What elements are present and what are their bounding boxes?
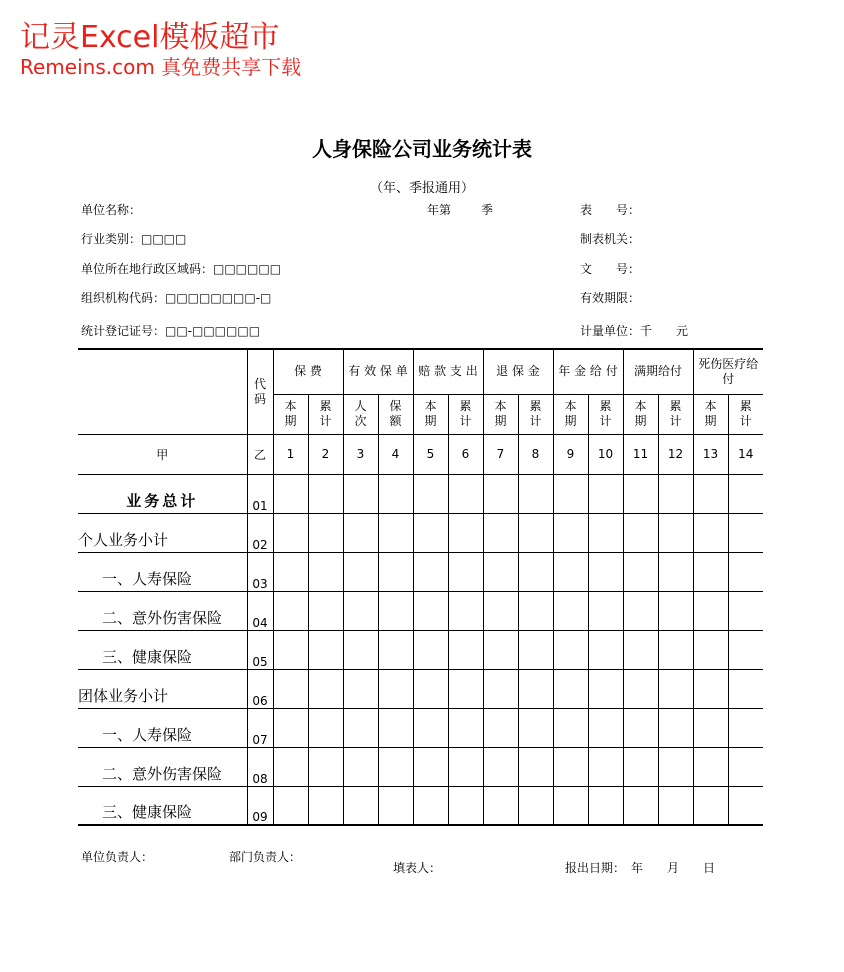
row-code: 07 <box>247 708 273 747</box>
data-cell[interactable] <box>588 708 623 747</box>
row-name: 一、人寿保险 <box>78 552 247 591</box>
data-cell[interactable] <box>413 708 448 747</box>
data-cell[interactable] <box>483 552 518 591</box>
data-cell[interactable] <box>448 591 483 630</box>
data-cell[interactable] <box>553 513 588 552</box>
data-cell[interactable] <box>273 591 308 630</box>
column-number: 10 <box>588 434 623 474</box>
data-cell[interactable] <box>518 552 553 591</box>
data-cell[interactable] <box>728 669 763 708</box>
table-row <box>78 786 763 825</box>
sub-header: 累计 <box>658 394 693 434</box>
data-cell[interactable] <box>623 630 658 669</box>
row-code: 04 <box>247 591 273 630</box>
data-cell[interactable] <box>588 669 623 708</box>
data-cell[interactable] <box>378 630 413 669</box>
index-code: 乙 <box>247 434 273 474</box>
column-number: 4 <box>378 434 413 474</box>
data-cell[interactable] <box>343 786 378 825</box>
data-cell[interactable] <box>518 786 553 825</box>
data-cell[interactable] <box>378 747 413 786</box>
year-label: 年第 <box>427 203 452 217</box>
sub-header: 本期 <box>553 394 588 434</box>
data-cell[interactable] <box>553 591 588 630</box>
data-cell[interactable] <box>553 708 588 747</box>
data-cell[interactable] <box>623 591 658 630</box>
data-cell[interactable] <box>308 669 343 708</box>
watermark-subtitle: Remeins.com 真免费共享下载 <box>20 55 302 79</box>
row-code: 03 <box>247 552 273 591</box>
group-header: 退 保 金 <box>483 349 553 394</box>
column-number: 8 <box>518 434 553 474</box>
sub-header: 本期 <box>483 394 518 434</box>
data-cell[interactable] <box>728 474 763 513</box>
data-cell[interactable] <box>728 513 763 552</box>
sub-header: 本期 <box>623 394 658 434</box>
data-cell[interactable] <box>378 786 413 825</box>
data-cell[interactable] <box>343 591 378 630</box>
data-cell[interactable] <box>658 669 693 708</box>
table-row <box>78 474 763 513</box>
row-code: 02 <box>247 513 273 552</box>
dept-head-label: 部门负责人： <box>229 850 302 864</box>
data-cell[interactable] <box>308 786 343 825</box>
region-code-label: 单位所在地行政区域码：□□□□□□ <box>81 262 282 276</box>
data-cell[interactable] <box>413 513 448 552</box>
data-cell[interactable] <box>658 591 693 630</box>
data-cell[interactable] <box>343 669 378 708</box>
data-cell[interactable] <box>588 513 623 552</box>
industry-label: 行业类别：□□□□ <box>81 232 187 246</box>
data-cell[interactable] <box>448 630 483 669</box>
data-cell[interactable] <box>588 630 623 669</box>
data-cell[interactable] <box>588 786 623 825</box>
data-cell[interactable] <box>273 747 308 786</box>
row-name: 三、健康保险 <box>78 630 247 669</box>
data-cell[interactable] <box>343 747 378 786</box>
column-number: 3 <box>343 434 378 474</box>
data-cell[interactable] <box>483 591 518 630</box>
data-cell[interactable] <box>483 708 518 747</box>
data-cell[interactable] <box>448 513 483 552</box>
data-cell[interactable] <box>448 786 483 825</box>
data-cell[interactable] <box>413 747 448 786</box>
data-cell[interactable] <box>588 552 623 591</box>
code-header: 代码 <box>247 349 273 434</box>
column-number: 5 <box>413 434 448 474</box>
data-cell[interactable] <box>378 474 413 513</box>
data-cell[interactable] <box>308 513 343 552</box>
data-cell[interactable] <box>658 786 693 825</box>
filler-label: 填表人： <box>393 861 442 875</box>
data-cell[interactable] <box>553 630 588 669</box>
sub-header: 累计 <box>728 394 763 434</box>
data-cell[interactable] <box>378 513 413 552</box>
row-name: 个人业务小计 <box>78 513 247 552</box>
column-number: 11 <box>623 434 658 474</box>
table-row <box>78 747 763 786</box>
data-cell[interactable] <box>693 747 728 786</box>
data-cell[interactable] <box>588 747 623 786</box>
data-cell[interactable] <box>308 552 343 591</box>
data-cell[interactable] <box>623 513 658 552</box>
data-cell[interactable] <box>728 552 763 591</box>
data-cell[interactable] <box>553 552 588 591</box>
row-name: 团体业务小计 <box>78 669 247 708</box>
data-cell[interactable] <box>308 630 343 669</box>
unit-name-label: 单位名称： <box>81 203 142 217</box>
data-cell[interactable] <box>623 786 658 825</box>
data-cell[interactable] <box>378 552 413 591</box>
data-cell[interactable] <box>728 630 763 669</box>
data-cell[interactable] <box>448 552 483 591</box>
table-row <box>78 552 763 591</box>
sub-header: 累计 <box>448 394 483 434</box>
group-header: 年 金 给 付 <box>553 349 623 394</box>
data-cell[interactable] <box>413 474 448 513</box>
data-cell[interactable] <box>483 669 518 708</box>
data-cell[interactable] <box>343 513 378 552</box>
row-name: 一、人寿保险 <box>78 708 247 747</box>
sub-header: 累计 <box>518 394 553 434</box>
year-cut-label: 季 <box>481 203 494 217</box>
data-cell[interactable] <box>413 669 448 708</box>
data-cell[interactable] <box>693 513 728 552</box>
data-cell[interactable] <box>693 669 728 708</box>
column-number: 12 <box>658 434 693 474</box>
row-name: 二、意外伤害保险 <box>78 591 247 630</box>
group-header: 死伤医疗给付 <box>693 349 763 394</box>
data-cell[interactable] <box>308 474 343 513</box>
data-cell[interactable] <box>693 708 728 747</box>
sub-header: 人次 <box>343 394 378 434</box>
data-cell[interactable] <box>518 474 553 513</box>
header-blank-cell <box>78 349 247 434</box>
page-subtitle: （年、季报通用） <box>369 181 474 196</box>
data-cell[interactable] <box>728 747 763 786</box>
row-name: 三、健康保险 <box>78 786 247 825</box>
sub-header: 本期 <box>693 394 728 434</box>
data-cell[interactable] <box>413 630 448 669</box>
data-cell[interactable] <box>658 708 693 747</box>
sub-header: 保额 <box>378 394 413 434</box>
data-cell[interactable] <box>343 552 378 591</box>
stat-reg-label: 统计登记证号：□□-□□□□□□ <box>81 324 261 338</box>
column-number: 2 <box>308 434 343 474</box>
index-label: 甲 <box>78 434 247 474</box>
data-cell[interactable] <box>518 630 553 669</box>
group-header: 有 效 保 单 <box>343 349 413 394</box>
data-cell[interactable] <box>273 474 308 513</box>
data-cell[interactable] <box>343 474 378 513</box>
column-number: 1 <box>273 434 308 474</box>
sub-header: 本期 <box>273 394 308 434</box>
data-cell[interactable] <box>308 708 343 747</box>
data-cell[interactable] <box>553 786 588 825</box>
data-cell[interactable] <box>378 708 413 747</box>
page-title: 人身保险公司业务统计表 <box>312 137 532 161</box>
unit-head-label: 单位负责人： <box>81 850 154 864</box>
sub-header: 本期 <box>413 394 448 434</box>
report-date-label: 报出日期： 年 月 日 <box>565 861 716 875</box>
data-cell[interactable] <box>658 513 693 552</box>
data-cell[interactable] <box>483 513 518 552</box>
row-code: 08 <box>247 747 273 786</box>
sub-header: 累计 <box>308 394 343 434</box>
data-cell[interactable] <box>553 474 588 513</box>
statistics-table <box>78 348 763 826</box>
data-cell[interactable] <box>693 474 728 513</box>
data-cell[interactable] <box>518 669 553 708</box>
row-code: 09 <box>247 786 273 825</box>
data-cell[interactable] <box>693 786 728 825</box>
data-cell[interactable] <box>623 669 658 708</box>
data-cell[interactable] <box>728 786 763 825</box>
column-number: 9 <box>553 434 588 474</box>
data-cell[interactable] <box>273 786 308 825</box>
row-code: 06 <box>247 669 273 708</box>
data-cell[interactable] <box>518 747 553 786</box>
data-cell[interactable] <box>483 786 518 825</box>
group-header: 赔 款 支 出 <box>413 349 483 394</box>
data-cell[interactable] <box>413 552 448 591</box>
column-number: 14 <box>728 434 763 474</box>
row-name: 二、意外伤害保险 <box>78 747 247 786</box>
org-code-label: 组织机构代码：□□□□□□□□-□ <box>81 291 272 305</box>
form-no-label: 表 号： <box>580 203 641 217</box>
data-cell[interactable] <box>448 474 483 513</box>
group-header: 保 费 <box>273 349 343 394</box>
data-cell[interactable] <box>728 591 763 630</box>
data-cell[interactable] <box>658 552 693 591</box>
data-cell[interactable] <box>378 591 413 630</box>
row-code: 05 <box>247 630 273 669</box>
data-cell[interactable] <box>693 591 728 630</box>
table-row <box>78 708 763 747</box>
data-cell[interactable] <box>518 591 553 630</box>
data-cell[interactable] <box>413 591 448 630</box>
data-cell[interactable] <box>658 474 693 513</box>
data-cell[interactable] <box>658 630 693 669</box>
data-cell[interactable] <box>273 708 308 747</box>
table-row <box>78 591 763 630</box>
data-cell[interactable] <box>588 474 623 513</box>
data-cell[interactable] <box>693 552 728 591</box>
data-cell[interactable] <box>623 474 658 513</box>
column-number: 13 <box>693 434 728 474</box>
data-cell[interactable] <box>693 630 728 669</box>
valid-period-label: 有效期限： <box>580 291 641 305</box>
sub-header: 累计 <box>588 394 623 434</box>
data-cell[interactable] <box>553 747 588 786</box>
data-cell[interactable] <box>623 747 658 786</box>
measure-unit-label: 计量单位：千 元 <box>580 324 689 338</box>
data-cell[interactable] <box>343 708 378 747</box>
data-cell[interactable] <box>483 474 518 513</box>
data-cell[interactable] <box>728 708 763 747</box>
data-cell[interactable] <box>308 591 343 630</box>
maker-label: 制表机关： <box>580 232 641 246</box>
data-cell[interactable] <box>483 747 518 786</box>
data-cell[interactable] <box>413 786 448 825</box>
column-number: 6 <box>448 434 483 474</box>
data-cell[interactable] <box>623 552 658 591</box>
data-cell[interactable] <box>588 591 623 630</box>
data-cell[interactable] <box>448 669 483 708</box>
row-code: 01 <box>247 474 273 513</box>
data-cell[interactable] <box>553 669 588 708</box>
data-cell[interactable] <box>273 552 308 591</box>
data-cell[interactable] <box>623 708 658 747</box>
row-name: 业务总计 <box>78 474 247 513</box>
table-row <box>78 630 763 669</box>
table-row <box>78 513 763 552</box>
data-cell[interactable] <box>343 630 378 669</box>
data-cell[interactable] <box>273 669 308 708</box>
table-row <box>78 669 763 708</box>
doc-no-label: 文 号： <box>580 262 641 276</box>
data-cell[interactable] <box>273 630 308 669</box>
data-cell[interactable] <box>308 747 343 786</box>
data-cell[interactable] <box>378 669 413 708</box>
data-cell[interactable] <box>448 708 483 747</box>
column-number: 7 <box>483 434 518 474</box>
data-cell[interactable] <box>518 513 553 552</box>
data-cell[interactable] <box>658 747 693 786</box>
watermark-title: 记灵Excel模板超市 <box>20 20 280 55</box>
data-cell[interactable] <box>518 708 553 747</box>
data-cell[interactable] <box>448 747 483 786</box>
data-cell[interactable] <box>273 513 308 552</box>
data-cell[interactable] <box>483 630 518 669</box>
group-header: 满期给付 <box>623 349 693 394</box>
